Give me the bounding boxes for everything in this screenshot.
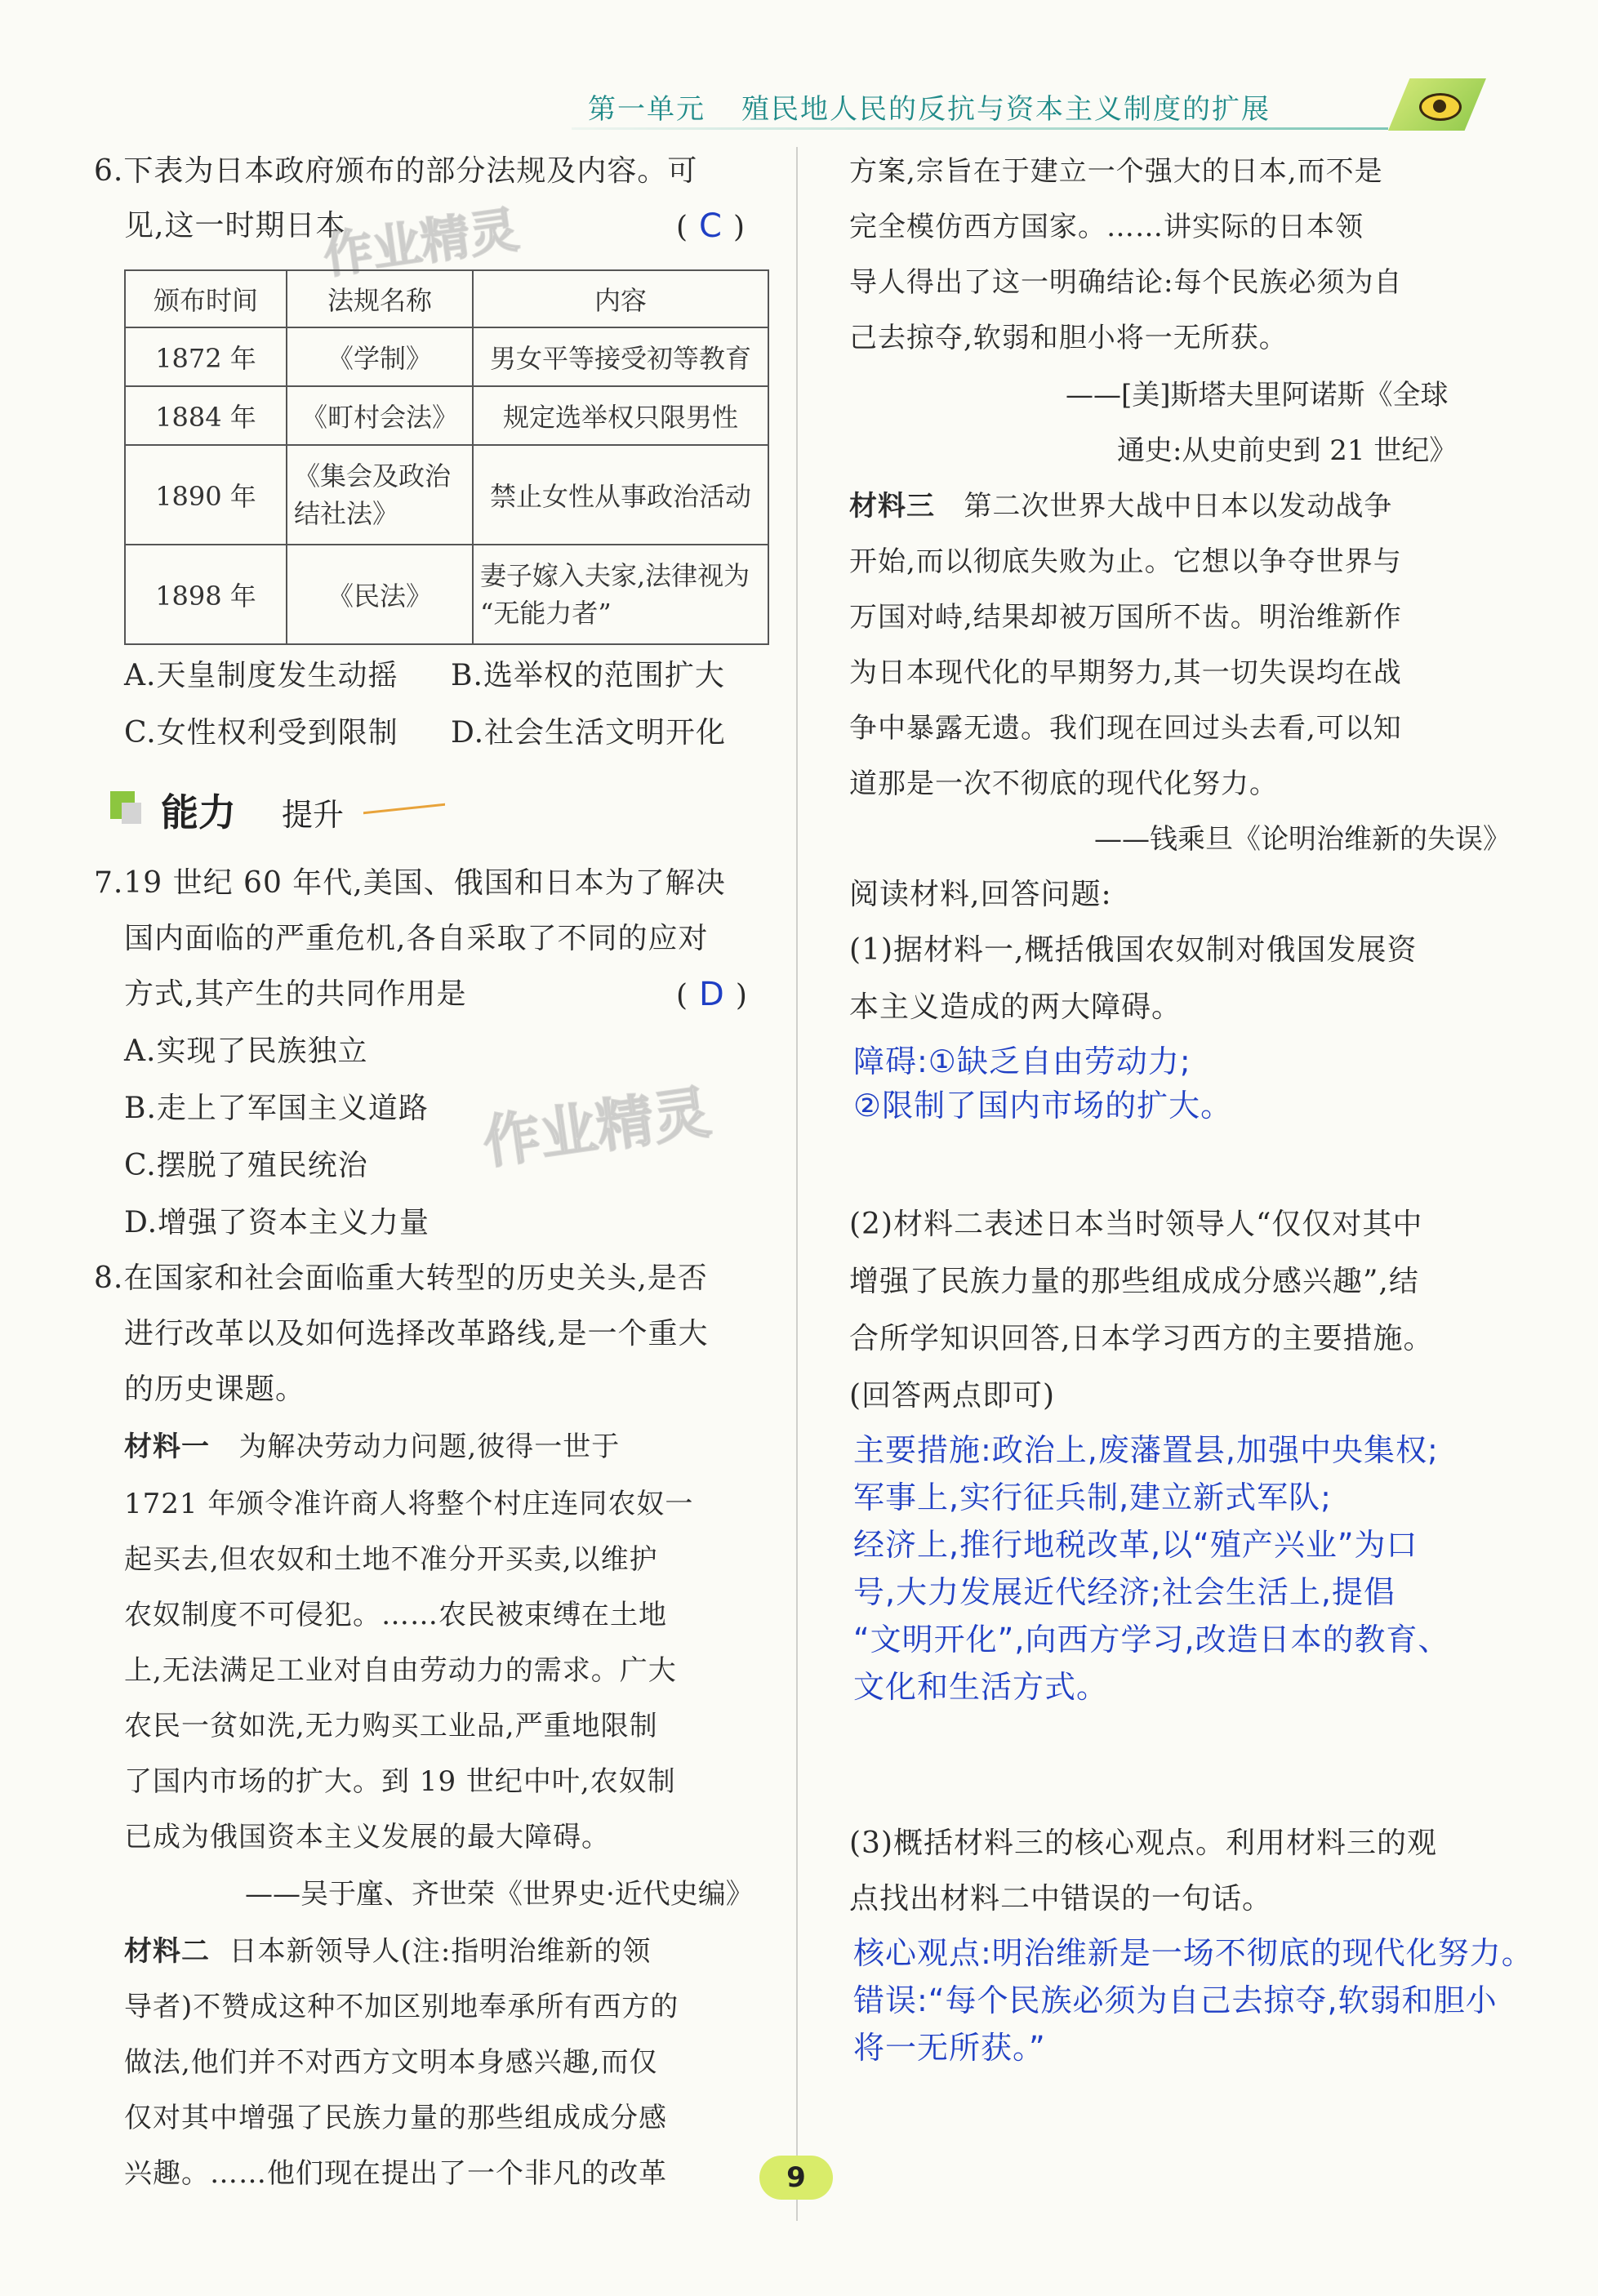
m3-first-line: [849, 490, 1392, 523]
q8-sub1-answer: ②限制了国内市场的扩大。: [853, 1088, 1233, 1124]
table-cell-name: 《町村会法》: [287, 386, 473, 445]
m1-line: 了国内市场的扩大。到 19 世纪中叶,农奴制: [124, 1765, 676, 1798]
table-cell-time: 1872 年: [125, 327, 287, 386]
q8-prompt: 阅读材料,回答问题:: [849, 878, 1112, 911]
q6-stem-line2: 见,这一时期日本: [124, 209, 346, 243]
q8-sub2-answer: 经济上,推行地税改革,以“殖产兴业”为口: [853, 1527, 1418, 1563]
m2-line: 导人得出了这一明确结论:每个民族必须为自: [849, 266, 1403, 299]
law-table: [124, 269, 769, 645]
table-row: [125, 445, 768, 545]
table-cell-time: 1890 年: [125, 445, 287, 545]
q7-stem-line2: 国内面临的严重危机,各自采取了不同的应对: [124, 922, 709, 955]
q8-sub2-answer: 文化和生活方式。: [853, 1669, 1109, 1705]
table-cell-name: [287, 445, 473, 545]
m3-source: ——钱乘旦《论明治维新的失误》: [1094, 823, 1511, 856]
page-header: [572, 82, 1494, 131]
section-subtitle: 提升: [282, 797, 345, 833]
q8-intro-line: 的历史课题。: [124, 1373, 306, 1406]
m2-line: 完全模仿西方国家。……讲实际的日本领: [849, 211, 1364, 243]
q6-paren-open: (: [676, 211, 688, 244]
watermark: 作业精灵: [319, 201, 523, 286]
table-header-cell: 颁布时间: [125, 270, 287, 327]
q8-sub3-answer: 将一无所获。”: [853, 2030, 1046, 2066]
q7-answer-bracket: [676, 978, 747, 1012]
header-title: [588, 87, 1271, 127]
table-header-cell: 内容: [473, 270, 768, 327]
table-cell-content-line: 妻子嫁入夫家,法律视为: [480, 560, 750, 591]
section-arrow-icon: [363, 803, 445, 815]
table-cell-name: 《民法》: [287, 545, 473, 644]
q6-stem-line1: 6.下表为日本政府颁布的部分法规及内容。可: [94, 154, 698, 188]
m3-line: 开始,而以彻底失败为止。它想以争夺世界与: [849, 545, 1402, 578]
q8-sub2-answer: 军事上,实行征兵制,建立新式军队;: [853, 1479, 1332, 1515]
table-row: [125, 386, 768, 445]
q8-sub3-answer: 核心观点:明治维新是一场不彻底的现代化努力。: [853, 1935, 1533, 1971]
section-title: 能力: [161, 790, 236, 834]
m2-first-line: [124, 1935, 651, 1968]
m2-line: 做法,他们并不对西方文明本身感兴趣,而仅: [124, 2046, 658, 2079]
q8-sub3-line: (3)概括材料三的核心观点。利用材料三的观: [849, 1827, 1437, 1860]
q7-stem-line3: 方式,其产生的共同作用是: [124, 977, 467, 1011]
q8-sub1-answer: 障碍:①缺乏自由劳动力;: [853, 1043, 1191, 1079]
q6-paren-close: ): [732, 211, 746, 244]
table-cell-name-line: 结社法》: [294, 498, 399, 529]
eye-icon: [1419, 93, 1462, 121]
m3-line: 争中暴露无遗。我们现在回过头去看,可以知: [849, 712, 1402, 745]
q8-sub2-answer: 号,大力发展近代经济;社会生活上,提倡: [853, 1574, 1395, 1610]
header-unit: 第一单元: [588, 93, 706, 126]
q6-option-b: B.选举权的范围扩大: [451, 659, 725, 692]
m2-line: 方案,宗旨在于建立一个强大的日本,而不是: [849, 155, 1383, 188]
m2-line: 仅对其中增强了民族力量的那些组成成分感: [124, 2102, 667, 2134]
column-divider: [796, 147, 798, 2221]
q6-answer-bracket: [676, 207, 746, 245]
q6-option-a: A.天皇制度发生动摇: [124, 659, 398, 692]
m3-first-text: 第二次世界大战中日本以发动战争: [964, 490, 1393, 523]
q7-option-d: D.增强了资本主义力量: [124, 1206, 430, 1239]
q8-intro-line: 进行改革以及如何选择改革路线,是一个重大: [124, 1317, 709, 1350]
m3-line: 万国对峙,结果却被万国所不齿。明治维新作: [849, 601, 1402, 634]
q6-answer: C: [699, 207, 722, 245]
m1-source: ——吴于廑、齐世荣《世界史·近代史编》: [245, 1878, 754, 1911]
m1-line: 农民一贫如洗,无力购买工业品,严重地限制: [124, 1710, 658, 1742]
section-header: [110, 780, 421, 834]
table-cell-content-line: “无能力者”: [480, 598, 612, 629]
header-rule: [572, 127, 1388, 130]
m3-line: 道那是一次不彻底的现代化努力。: [849, 768, 1278, 800]
q7-option-b: B.走上了军国主义道路: [124, 1092, 429, 1125]
q6-option-d: D.社会生活文明开化: [451, 716, 727, 750]
m1-first-line: [124, 1431, 620, 1463]
q7-paren-open: (: [676, 979, 688, 1012]
watermark: 作业精灵: [479, 1078, 715, 1177]
q8-sub2-line: (回答两点即可): [849, 1379, 1056, 1413]
q8-sub2-answer: 主要措施:政治上,废藩置县,加强中央集权;: [853, 1432, 1439, 1468]
q8-sub1-line: 本主义造成的两大障碍。: [849, 990, 1182, 1024]
page-number: 9: [759, 2156, 833, 2200]
m1-line: 已成为俄国资本主义发展的最大障碍。: [124, 1821, 610, 1853]
q7-option-c: C.摆脱了殖民统治: [124, 1149, 368, 1182]
header-logo: [1388, 78, 1486, 131]
m1-line: 起买去,但农奴和土地不准分开买卖,以维护: [124, 1543, 658, 1576]
table-header-cell: 法规名称: [287, 270, 473, 327]
q6-option-c: C.女性权利受到限制: [124, 716, 398, 750]
m3-line: 为日本现代化的早期努力,其一切失误均在战: [849, 656, 1402, 689]
material-3-label: 材料三: [849, 490, 935, 523]
table-row: [125, 327, 768, 386]
m2-source-line2: 通史:从史前史到 21 世纪》: [1117, 434, 1458, 467]
table-cell-content: 男女平等接受初等教育: [473, 327, 768, 386]
q7-stem-line1: 7.19 世纪 60 年代,美国、俄国和日本为了解决: [94, 866, 726, 900]
m2-line: 导者)不赞成这种不加区别地奉承所有西方的: [124, 1991, 679, 2023]
m1-first-text: 为解决劳动力问题,彼得一世于: [238, 1431, 621, 1463]
table-cell-content: 规定选举权只限男性: [473, 386, 768, 445]
q7-option-a: A.实现了民族独立: [124, 1035, 368, 1068]
table-cell-content: 禁止女性从事政治活动: [473, 445, 768, 545]
q8-sub3-answer: 错误:“每个民族必须为自己去掠夺,软弱和胆小: [853, 1982, 1498, 2018]
material-1-label: 材料一: [124, 1431, 210, 1463]
q7-paren-close: ): [735, 979, 747, 1012]
q8-sub2-answer: “文明开化”,向西方学习,改造日本的教育、: [853, 1622, 1450, 1657]
section-icon-shadow: [122, 803, 141, 824]
header-unit-title: 殖民地人民的反抗与资本主义制度的扩展: [741, 93, 1271, 126]
m1-line: 1721 年颁令准许商人将整个村庄连同农奴一: [124, 1488, 694, 1520]
table-cell-time: 1884 年: [125, 386, 287, 445]
m2-line: 兴趣。……他们现在提出了一个非凡的改革: [124, 2157, 667, 2190]
q8-sub2-line: (2)材料二表述日本当时领导人“仅仅对其中: [849, 1208, 1423, 1241]
q8-sub3-line: 点找出材料二中错误的一句话。: [849, 1882, 1273, 1916]
m2-first-text: 日本新领导人(注:指明治维新的领: [229, 1935, 652, 1968]
table-row: [125, 545, 768, 644]
m2-source-line1: ——[美]斯塔夫里阿诺斯《全球: [1066, 379, 1449, 412]
table-cell-name: 《学制》: [287, 327, 473, 386]
table-cell-name-line: 《集会及政治: [294, 461, 452, 492]
q8-intro-line: 8.在国家和社会面临重大转型的历史关头,是否: [94, 1261, 708, 1295]
q8-sub2-line: 合所学知识回答,日本学习西方的主要措施。: [849, 1322, 1434, 1355]
m2-line: 己去掠夺,软弱和胆小将一无所获。: [849, 322, 1288, 354]
table-cell-time: 1898 年: [125, 545, 287, 644]
table-cell-content: [473, 545, 768, 644]
q8-sub1-line: (1)据材料一,概括俄国农奴制对俄国发展资: [849, 933, 1418, 967]
m1-line: 上,无法满足工业对自由劳动力的需求。广大: [124, 1654, 677, 1687]
material-2-label: 材料二: [124, 1935, 210, 1968]
q7-answer: D: [699, 976, 724, 1013]
m1-line: 农奴制度不可侵犯。……农民被束缚在土地: [124, 1599, 667, 1631]
table-header-row: [125, 270, 768, 327]
q8-sub2-line: 增强了民族力量的那些组成成分感兴趣”,结: [849, 1265, 1419, 1298]
